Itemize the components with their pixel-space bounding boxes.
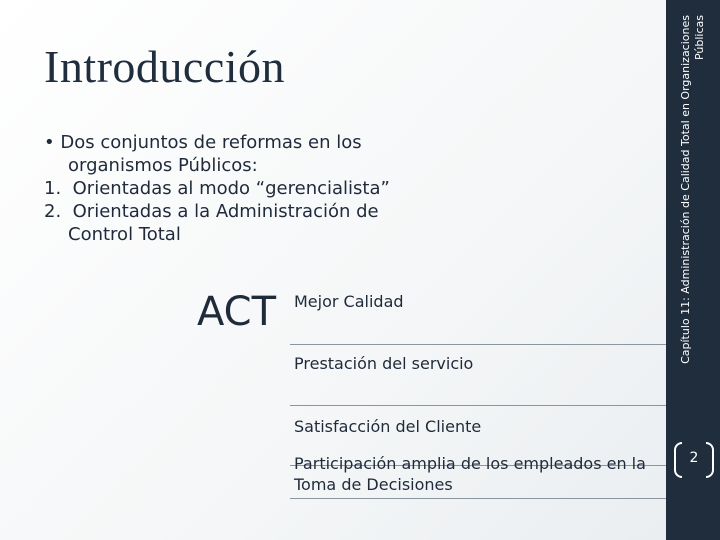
act-item: Mejor Calidad [294,292,404,311]
list-item-1 [44,177,424,200]
list-text: Orientadas a la Administración de [72,201,379,222]
page-number-badge [674,442,714,478]
divider [290,405,666,406]
sidebar-chapter-text: Capítulo 11: Administración de Calidad Total en Organizaciones Públicas [679,15,706,364]
bullet-symbol: • [44,132,55,153]
list-number: 1. [44,178,62,199]
slide-body [44,131,424,246]
act-label: ACT [197,289,277,335]
page-number: 2 [689,450,699,466]
divider [290,344,666,345]
act-item: Prestación del servicio [294,354,474,373]
list-number: 2. [44,201,62,222]
bullet-line [44,131,424,154]
list-item-2 [44,200,424,223]
sidebar-text-wrap [666,10,720,400]
bullet-text: Dos conjuntos de reformas en los [60,132,362,153]
list-text: Orientadas al modo “gerencialista” [72,178,390,199]
bullet-text-continued: organismos Públicos: [68,155,258,176]
divider [290,498,666,499]
act-item: Participación amplia de los empleados en la Toma de Decisiones [294,454,646,494]
list-text-continued: Control Total [68,224,181,245]
act-item: Satisfacción del Cliente [294,417,482,436]
slide-title: Introducción [44,41,286,92]
